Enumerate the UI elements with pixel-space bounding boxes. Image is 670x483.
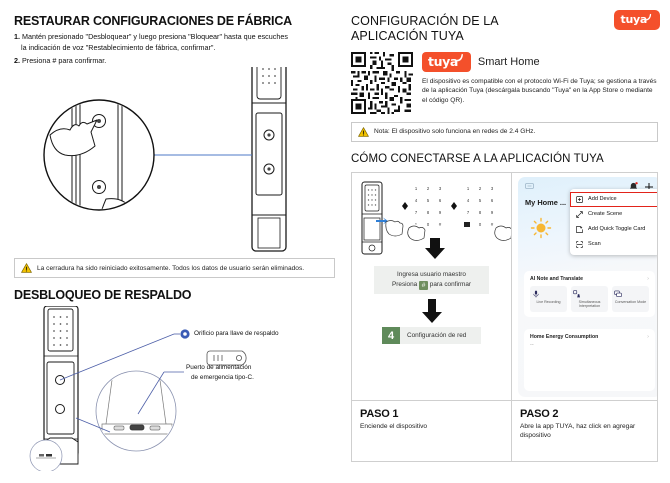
svg-text:3: 3 (438, 185, 442, 191)
energy-card (524, 329, 655, 391)
tuya-logo-badge-secondary (422, 52, 471, 72)
panel-paso-1 (352, 173, 511, 461)
svg-text:5: 5 (478, 197, 482, 203)
svg-text:0: 0 (478, 221, 482, 227)
master-user-line2 (380, 280, 483, 290)
svg-text:6: 6 (490, 197, 494, 203)
tile-simultaneous-interpretation-label: Simultaneous Interpretation (578, 299, 601, 308)
qr-code (351, 52, 413, 114)
paso-1-subtitle: Enciende el dispositivo (360, 422, 428, 430)
warning-icon-note (358, 127, 369, 137)
callout-power-label (186, 363, 254, 382)
svg-text:7: 7 (414, 209, 418, 215)
wifi-wave-icon (644, 13, 653, 22)
steps-panels (351, 172, 658, 462)
menu-item-add-quick-toggle-card-label: Add Quick Toggle Card (588, 226, 646, 232)
interpretation-icon (573, 290, 581, 298)
cast-icon[interactable] (525, 183, 534, 190)
chevron-right-icon-ai[interactable]: › (647, 275, 649, 282)
ai-note-card (524, 271, 655, 318)
quick-toggle-card-icon (576, 226, 583, 233)
step-2-text: Presiona # para confirmar. (22, 55, 107, 65)
svg-text:#: # (438, 221, 442, 227)
paso-2-subtitle: Abre la app TUYA, haz click en agregar dispositivo (520, 422, 636, 439)
energy-card-value: -- (530, 341, 534, 348)
step-1-text-continued: la indicación de voz "Restablecimiento de fábrica, confirmar". (21, 43, 216, 53)
svg-text:1: 1 (466, 185, 470, 191)
panel-2-body (512, 173, 657, 400)
master-user-flowbox (374, 266, 489, 295)
svg-text:5: 5 (426, 197, 430, 203)
svg-text:1: 1 (414, 185, 418, 191)
network-config-box (382, 327, 481, 344)
step-2-number: 2. (14, 55, 20, 65)
tile-simultaneous-interpretation[interactable] (571, 286, 608, 313)
energy-card-header (530, 334, 649, 340)
factory-reset-steps (14, 32, 335, 66)
backup-unlock-illustration (14, 306, 335, 471)
backup-unlock-title: DESBLOQUEO DE RESPALDO (14, 288, 192, 303)
reset-success-note (14, 258, 335, 278)
tuya-logo-text: tuya (620, 13, 647, 26)
reset-success-note-text: La cerradura ha sido reiniciado exitosamente. Todos los datos de usuario serán eliminados. (37, 264, 305, 272)
tuya-logo-badge (614, 10, 660, 30)
chevron-right-icon-energy[interactable]: › (647, 333, 649, 340)
tile-conversation-mode[interactable] (612, 286, 649, 313)
factory-reset-illustration (14, 67, 335, 252)
paso-2-title: PASO 2 (520, 407, 559, 420)
callout-power-line1: Puerto de alimentación (186, 364, 252, 372)
menu-item-create-scene[interactable] (570, 207, 657, 222)
panel-1-body (352, 173, 511, 400)
callout-key-label: Orificio para llave de respaldo (194, 330, 279, 338)
svg-text:0: 0 (426, 221, 430, 227)
master-user-line1: Ingresa usuario maestro (397, 270, 466, 278)
app-dropdown-menu (570, 189, 657, 255)
add-device-icon (576, 196, 583, 203)
tile-live-recording[interactable] (530, 286, 567, 313)
factory-reset-title: RESTAURAR CONFIGURACIONES DE FÁBRICA (14, 14, 292, 28)
ai-card-header (530, 276, 649, 282)
svg-text:#: # (490, 221, 494, 227)
callout-power-line2: de emergencia tipo-C. (191, 373, 254, 381)
step-1-number: 1. (14, 32, 20, 41)
panel-paso-2 (511, 173, 657, 461)
network-step-label: Configuración de red (407, 332, 467, 339)
tile-live-recording-label: Live Recording (536, 299, 561, 304)
panel-2-footer (512, 400, 657, 463)
tuya-setup-title-line1: CONFIGURACIÓN DE LA (351, 14, 499, 28)
svg-text:2: 2 (426, 185, 430, 191)
tuya-setup-title-line2: APLICACIÓN TUYA (351, 28, 464, 43)
tuya-setup-title (351, 14, 658, 44)
menu-item-add-quick-toggle-card[interactable] (570, 222, 657, 237)
step-1-text: Mantén presionado "Desbloquear" y luego presiona "Bloquear" hasta que escuches (22, 32, 288, 41)
tuya-description: El dispositivo es compatible con el protocolo Wi-Fi de Tuya; se gestiona a través de la aplicación Tuya (descárgala buscando "Tuya" en la App Store o mediante el código QR). (422, 77, 657, 105)
svg-text:2: 2 (478, 185, 482, 191)
tuya-smart-home-brand (422, 52, 658, 72)
hash-key-icon: # (419, 281, 428, 290)
microphone-icon (532, 290, 540, 298)
press-label: Presiona (392, 280, 418, 288)
svg-text:8: 8 (426, 209, 430, 215)
ai-card-tiles (530, 286, 649, 313)
menu-item-add-device[interactable] (570, 192, 657, 207)
create-scene-icon (576, 211, 583, 218)
svg-text:*: * (415, 221, 417, 227)
smart-home-label: Smart Home (477, 55, 540, 68)
energy-card-title: Home Energy Consumption (530, 333, 599, 340)
menu-item-add-device-label: Add Device (588, 196, 617, 202)
menu-item-scan-label: Scan (588, 241, 601, 247)
svg-text:9: 9 (438, 209, 442, 215)
confirm-label: para confirmar (429, 280, 471, 288)
svg-text:7: 7 (466, 209, 470, 215)
conversation-icon (614, 290, 622, 298)
weather-sun-icon (530, 217, 552, 239)
howto-connect-title: CÓMO CONECTARSE A LA APLICACIÓN TUYA (351, 152, 604, 165)
network-step-number: 4 (382, 327, 400, 344)
ai-card-title: AI Note and Translate (530, 275, 584, 282)
lock-diagram-bottom (14, 306, 345, 471)
keypad-flow-illustration (356, 178, 511, 260)
menu-item-scan[interactable] (570, 237, 657, 252)
svg-text:3: 3 (490, 185, 494, 191)
svg-text:4: 4 (414, 197, 418, 203)
menu-item-create-scene-label: Create Scene (588, 211, 623, 217)
phone-home-label[interactable]: My Home ... (525, 197, 567, 207)
qr-and-brand-row (351, 52, 658, 114)
right-column (345, 0, 670, 483)
lock-diagram-top (14, 67, 345, 252)
wifi-wave-icon-secondary (455, 53, 465, 63)
phone-mockup (518, 177, 657, 397)
wifi-band-note (351, 122, 658, 142)
paso-1-title: PASO 1 (360, 407, 399, 420)
svg-text:4: 4 (466, 197, 470, 203)
svg-text:9: 9 (490, 209, 494, 215)
svg-text:8: 8 (478, 209, 482, 215)
panel-1-footer (352, 400, 511, 463)
warning-icon (21, 263, 32, 273)
scan-icon (576, 241, 583, 248)
tuya-logo-text-secondary: tuya (428, 53, 458, 69)
wifi-band-note-text: Nota: El dispositivo solo funciona en redes de 2.4 GHz. (374, 128, 536, 135)
svg-text:6: 6 (438, 197, 442, 203)
arrow-down-icon (419, 299, 445, 323)
tile-conversation-mode-label: Conversation Mode (614, 299, 647, 304)
